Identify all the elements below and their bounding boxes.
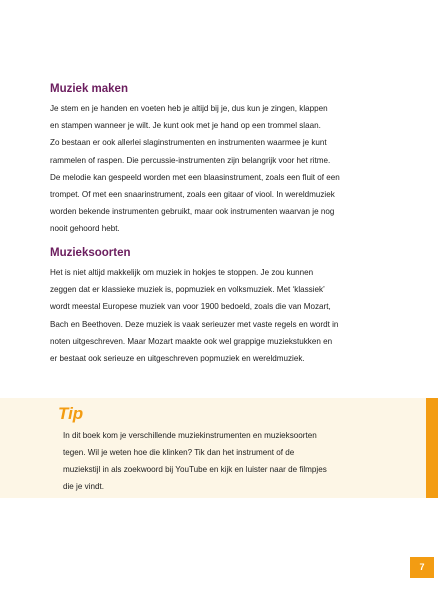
text-line: worden bekende instrumenten gebruikt, maar ook instrumenten waarvan je nog xyxy=(50,207,335,217)
text-line: wordt meestal Europese muziek van voor 1900 bedoeld, zoals die van Mozart, xyxy=(50,302,331,312)
section-muzieksoorten xyxy=(50,246,400,367)
text-line: nooit gehoord hebt. xyxy=(50,224,120,234)
text-line: De melodie kan gespeeld worden met een blaasinstrument, zoals een fluit of een xyxy=(50,172,340,182)
tip-side-tab xyxy=(426,398,438,498)
tip-line: In dit boek kom je verschillende muziekinstrumenten en muzieksoorten xyxy=(63,431,317,440)
section-heading: Muzieksoorten xyxy=(50,247,131,259)
text-line: Je stem en je handen en voeten heb je altijd bij je, dus kun je zingen, klappen xyxy=(50,104,328,113)
tip-title: Tip xyxy=(58,404,84,423)
tip-line: tegen. Wil je weten hoe die klinken? Tik dan het instrument of de xyxy=(63,448,295,457)
section-muziek-maken xyxy=(50,82,400,238)
text-line: en stampen wanneer je wilt. Je kunt ook met je hand op een trommel slaan. xyxy=(50,121,321,131)
text-line: Het is niet altijd makkelijk om muziek in hokjes te stoppen. Je zou kunnen xyxy=(50,268,314,277)
text-line: rammelen of raspen. Die percussie-instrumenten zijn belangrijk voor het ritme. xyxy=(50,155,331,165)
text-line: Zo bestaan er ook allerlei slaginstrumenten en instrumenten waarmee je kunt xyxy=(50,138,327,148)
text-line: er bestaat ook serieuze en uitgeschreven popmuziek en wereldmuziek. xyxy=(50,354,305,364)
text-line: noten uitgeschreven. Maar Mozart maakte ook wel grappige muziekstukken en xyxy=(50,336,333,346)
tip-line: die je vindt. xyxy=(63,482,104,491)
text-line: zeggen dat er klassieke muziek is, popmuziek en volksmuziek. Met ‘klassiek’ xyxy=(50,285,325,295)
section-paragraph xyxy=(50,264,400,367)
text-line: trompet. Of met een snaarinstrument, zoals een gitaar of viool. In wereldmuziek xyxy=(50,190,335,200)
section-heading: Muziek maken xyxy=(50,83,128,95)
page-number: 7 xyxy=(410,557,434,578)
tip-text xyxy=(63,427,408,495)
section-paragraph xyxy=(50,100,400,238)
text-line: Bach en Beethoven. Deze muziek is vaak serieuzer met vaste regels en wordt in xyxy=(50,319,339,329)
tip-line: muziekstijl in als zoekwoord bij YouTube en kijk en luister naar de filmpjes xyxy=(63,465,327,474)
